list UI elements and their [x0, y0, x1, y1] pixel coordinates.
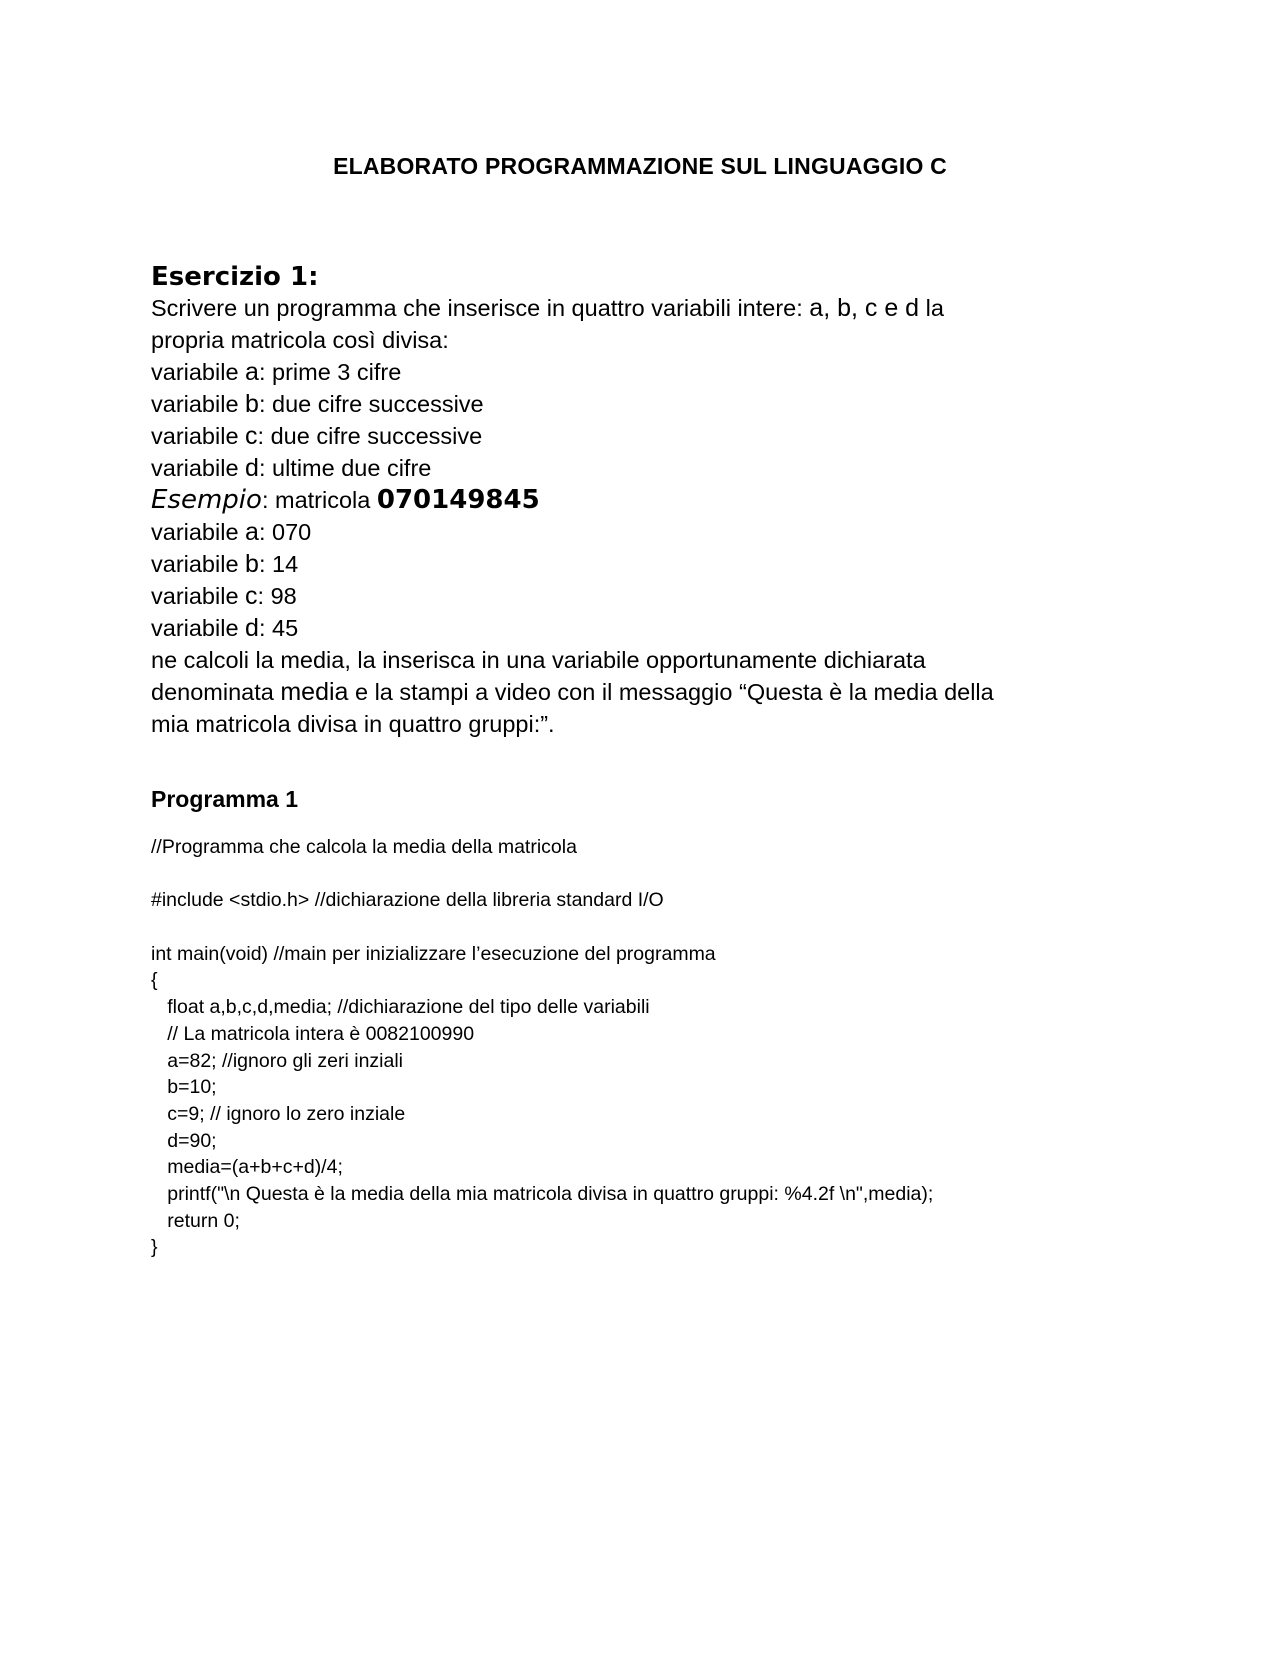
var-desc: : 070 — [258, 519, 312, 545]
code-line: c=9; // ignoro lo zero inziale — [151, 1102, 406, 1125]
var-name: b — [245, 390, 259, 418]
label-prefix: variabile — [151, 391, 246, 417]
label-prefix: variabile — [151, 423, 246, 449]
var-desc: : ultime due cifre — [258, 455, 432, 481]
var-desc: : prime 3 cifre — [258, 359, 402, 385]
intro-text-end: la — [919, 295, 944, 321]
intro-text: Scrivere un programma che inserisce in quattro variabili intere: — [151, 295, 810, 321]
assignment-line-2 — [151, 420, 1151, 452]
code-line: a=82; //ignoro gli zeri inziali — [151, 1049, 404, 1072]
var-desc: : due cifre successive — [257, 423, 483, 449]
example-line — [151, 484, 1151, 516]
var-name: d — [245, 614, 259, 642]
var-desc: : 45 — [258, 615, 299, 641]
label-prefix: variabile — [151, 519, 246, 545]
closing-text: denominata — [151, 679, 281, 705]
code-line: { — [151, 969, 158, 992]
var-desc: : 98 — [257, 583, 297, 609]
program-heading: Programma 1 — [151, 786, 299, 812]
code-line: media=(a+b+c+d)/4; — [151, 1156, 343, 1179]
code-line: #include <stdio.h> //dichiarazione della libreria standard I/O — [151, 889, 664, 912]
assignment-line-1 — [151, 388, 1151, 420]
example-value-line-0 — [151, 516, 1151, 548]
code-line: } — [151, 1236, 158, 1259]
code-line: float a,b,c,d,media; //dichiarazione del tipo delle variabili — [151, 996, 650, 1019]
assignment-list — [151, 356, 1151, 484]
code-line: b=10; — [151, 1076, 217, 1099]
code-blank-line — [151, 861, 1151, 888]
label-prefix: variabile — [151, 455, 246, 481]
label-prefix: variabile — [151, 583, 246, 609]
var-name: a — [245, 358, 259, 386]
assignment-line-0 — [151, 356, 1151, 388]
document-body — [151, 262, 1151, 1261]
exercise-intro-line-1 — [151, 292, 1151, 324]
var-name: c — [245, 582, 258, 610]
exercise-intro-line-2: propria matricola così divisa: — [151, 327, 449, 353]
code-line: // La matricola intera è 0082100990 — [151, 1022, 475, 1045]
example-label: Esempio — [151, 485, 262, 515]
code-line: return 0; — [151, 1209, 240, 1232]
code-blank-line — [151, 914, 1151, 941]
code-line: //Programma che calcola la media della matricola — [151, 836, 577, 858]
document-title: ELABORATO PROGRAMMAZIONE SUL LINGUAGGIO C — [333, 153, 947, 179]
example-number: 070149845 — [376, 485, 540, 515]
code-line: printf("\n Questa è la media della mia matricola divisa in quattro gruppi: %4.2f \n",media); — [151, 1182, 934, 1205]
closing-var: media — [280, 678, 349, 706]
example-value-list — [151, 516, 1151, 644]
intro-vars: a, b, c e d — [809, 294, 920, 322]
var-name: b — [245, 550, 259, 578]
label-prefix: variabile — [151, 359, 246, 385]
label-prefix: variabile — [151, 615, 246, 641]
closing-text-end: e la stampi a video con il messaggio “Questa è la media della — [348, 679, 994, 705]
example-value-line-3 — [151, 612, 1151, 644]
var-name: d — [245, 454, 259, 482]
closing-line-3: mia matricola divisa in quattro gruppi:”. — [151, 711, 555, 737]
code-line: int main(void) //main per inizializzare l’esecuzione del programma — [151, 942, 716, 965]
example-value-line-1 — [151, 548, 1151, 580]
var-name: a — [245, 518, 259, 546]
assignment-line-3 — [151, 452, 1151, 484]
code-block — [151, 834, 1151, 1261]
exercise-heading: Esercizio 1: — [151, 262, 319, 292]
closing-line-1: ne calcoli la media, la inserisca in una variabile opportunamente dichiarata — [151, 647, 926, 673]
var-desc: : 14 — [258, 551, 299, 577]
example-value-line-2 — [151, 580, 1151, 612]
code-line: d=90; — [151, 1129, 217, 1152]
example-text: : matricola — [261, 487, 377, 513]
var-name: c — [245, 422, 258, 450]
closing-line-2 — [151, 676, 1151, 708]
label-prefix: variabile — [151, 551, 246, 577]
var-desc: : due cifre successive — [258, 391, 484, 417]
